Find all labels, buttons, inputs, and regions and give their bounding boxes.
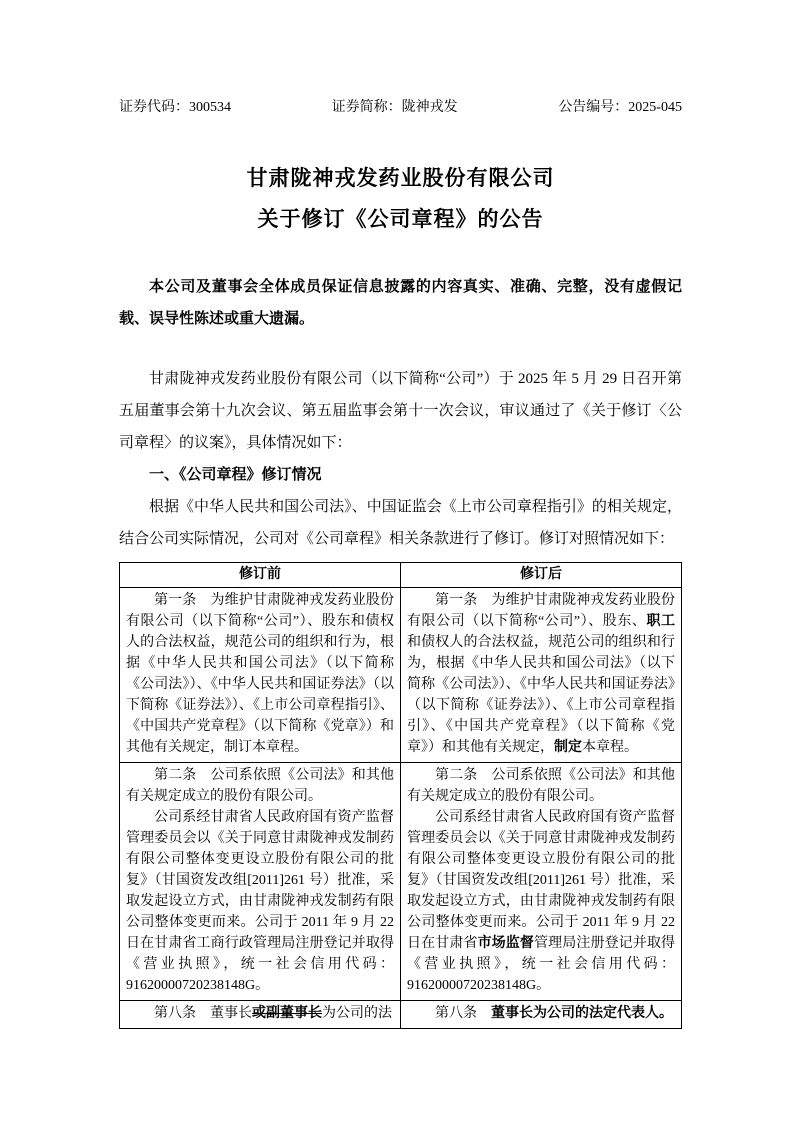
text-run: 和债权人的合法权益，规范公司的组织和行为，根据《中华人民共和国公司法》（以下简称《公司法》）、《中华人民共和国证券法》（以下简称《证券法》）、《上市公司章程指引》、《中国共产党章程》（以下简称《党章》）和其他有关规定， (407, 635, 675, 755)
section-one-heading: 一、《公司章程》修订情况 (149, 467, 322, 483)
section-one-paragraph: 根据《中华人民共和国公司法》、中国证监会《上市公司章程指引》的相关规定，结合公司实际情况，公司对《公司章程》相关条款进行了修订。修订对照情况如下： (119, 499, 682, 547)
column-header-after: 修订后 (401, 563, 682, 588)
revised-text-run: 职工 (646, 614, 675, 629)
revised-text-run: 市场监督 (477, 936, 535, 951)
disclaimer-paragraph: 本公司及董事会全体成员保证信息披露的内容真实、准确、完整，没有虚假记载、误导性陈述或重大遗漏。 (119, 279, 682, 327)
text-run: 第一条 为维护甘肃陇神戎发药业股份有限公司（以下简称“公司”）、股东和债权人的合法权益，规范公司的组织和行为，根据《中华人民共和国公司法》（以下简称《公司法》）、《中华人民共和国证券法》（以下简称《证券法》）、《上市公司章程指引》、《中国共产党章程》（以下简称《党章》）和其他有关规定，制订本章程。 (126, 593, 394, 755)
table-cell-paragraph (407, 1003, 675, 1024)
document-header (119, 98, 682, 118)
article-2-before-cell (120, 763, 401, 1001)
text-run: 第一条 为维护甘肃陇神戎发药业股份有限公司（以下简称“公司”）、股东、 (407, 593, 675, 629)
table-cell-paragraph (126, 765, 394, 807)
text-run: 管理局注册登记并取得《营业执照》，统一社会信用代码：91620000720238148G。 (407, 936, 676, 993)
article-1-before-cell (120, 588, 401, 763)
text-run: 第二条 公司系依照《公司法》和其他有关规定成立的股份有限公司。 (407, 768, 675, 804)
text-run: 本章程。 (582, 740, 638, 755)
text-run: 公司系经甘肃省人民政府国有资产监督管理委员会以《关于同意甘肃陇神戎发制药有限公司整体变更设立股份有限公司的批复》（甘国资发改组[2011]261 号）批准，采取发起设立方式，由甘肃陇神戎发制药有限公司整体变更而来。公司于 2011 年 9 月 22 日在甘肃省工商行政管理局注册登记并取得《营业执照》，统一社会信用代码：91620000720238148G。 (126, 810, 394, 993)
table-row-article-8 (120, 1001, 682, 1029)
revision-comparison-table (119, 562, 682, 1029)
article-8-after-cell (401, 1001, 682, 1029)
text-run: 第二条 公司系依照《公司法》和其他有关规定成立的股份有限公司。 (126, 768, 394, 804)
table-cell-paragraph (407, 765, 675, 807)
stock-name-label: 证券简称：陇神戎发 (331, 100, 458, 115)
stock-code-label: 证券代码：300534 (119, 100, 231, 115)
text-run: 公司系经甘肃省人民政府国有资产监督管理委员会以《关于同意甘肃陇神戎发制药有限公司整体变更设立股份有限公司的批复》（甘国资发改组[2011]261 号）批准，采取发起设立方式，由甘肃陇神戎发制药有限公司整体变更而来。公司于 2011 年 9 月 22 日在甘肃省 (407, 810, 675, 951)
table-cell-paragraph (126, 1003, 394, 1024)
table-cell-paragraph (407, 590, 675, 758)
table-row-article-1 (120, 588, 682, 763)
table-row-article-2 (120, 763, 682, 1001)
table-cell-paragraph (407, 807, 675, 996)
deleted-text-run: 或副董事长 (252, 1006, 322, 1021)
column-header-before: 修订前 (120, 563, 401, 588)
article-8-before-cell (120, 1001, 401, 1029)
intro-paragraph: 甘肃陇神戎发药业股份有限公司（以下简称“公司”）于 2025 年 5 月 29 日召开第五届董事会第十九次会议、第五届监事会第十一次会议，审议通过了《关于修订〈公司章程〉的议案》，具体情况如下： (119, 371, 682, 451)
announcement-title: 关于修订《公司章程》的公告 (257, 207, 544, 231)
revised-text-run: 制定 (554, 740, 582, 755)
revised-text-run: 董事长为公司的法定代表人。 (491, 1006, 673, 1021)
text-run: 第八条 董事长 (154, 1006, 252, 1021)
table-cell-paragraph (126, 807, 394, 996)
article-1-after-cell (401, 588, 682, 763)
company-name-title: 甘肃陇神戎发药业股份有限公司 (246, 166, 555, 190)
table-header-row (120, 563, 682, 588)
article-2-after-cell (401, 763, 682, 1001)
announcement-number-label: 公告编号：2025-045 (558, 100, 682, 115)
table-cell-paragraph (126, 590, 394, 758)
text-run: 第八条 (435, 1006, 491, 1021)
text-run: 为公司的法 (322, 1006, 392, 1021)
